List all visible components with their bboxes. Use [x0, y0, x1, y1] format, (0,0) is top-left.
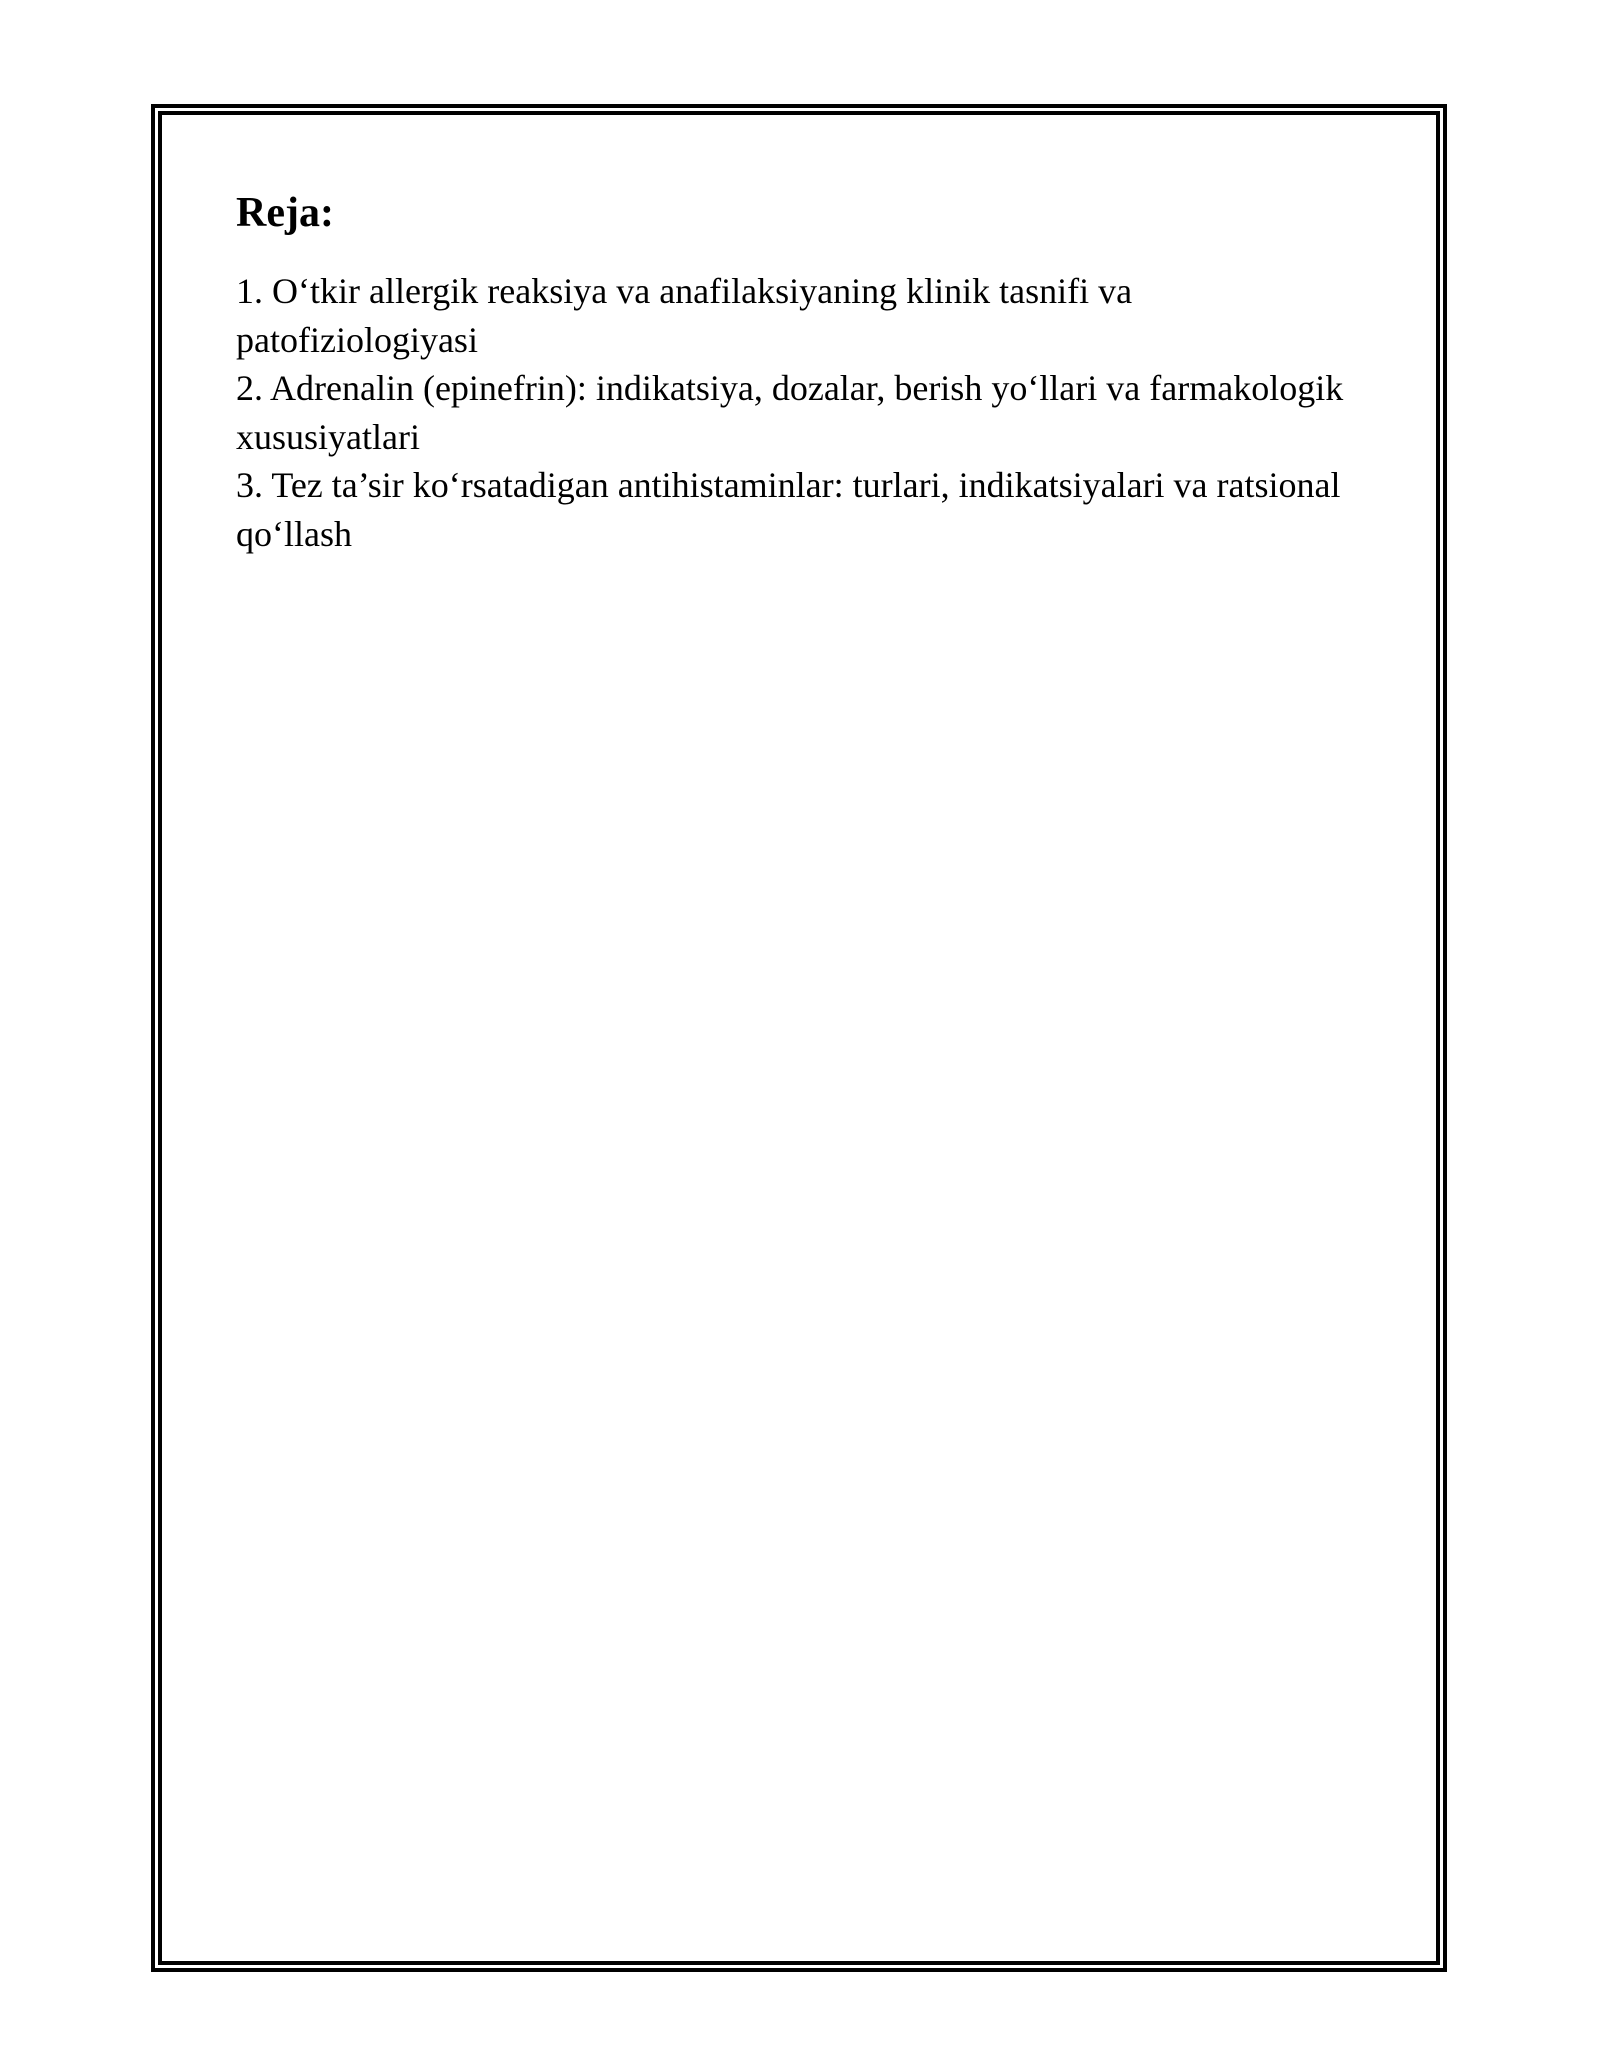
plan-item-1: 1. O‘tkir allergik reaksiya va anafilaksiyaning klinik tasnifi va patofiziologiyasi	[236, 271, 1133, 360]
plan-item-2: 2. Adrenalin (epinefrin): indikatsiya, dozalar, berish yo‘llari va farmakologik xususiyatlari	[236, 368, 1344, 457]
plan-heading: Reja:	[236, 190, 334, 236]
plan-list	[236, 267, 1376, 558]
page-content	[236, 185, 1376, 558]
plan-item-3: 3. Tez ta’sir ko‘rsatadigan antihistaminlar: turlari, indikatsiyalari va ratsional qo‘llash	[236, 465, 1341, 554]
